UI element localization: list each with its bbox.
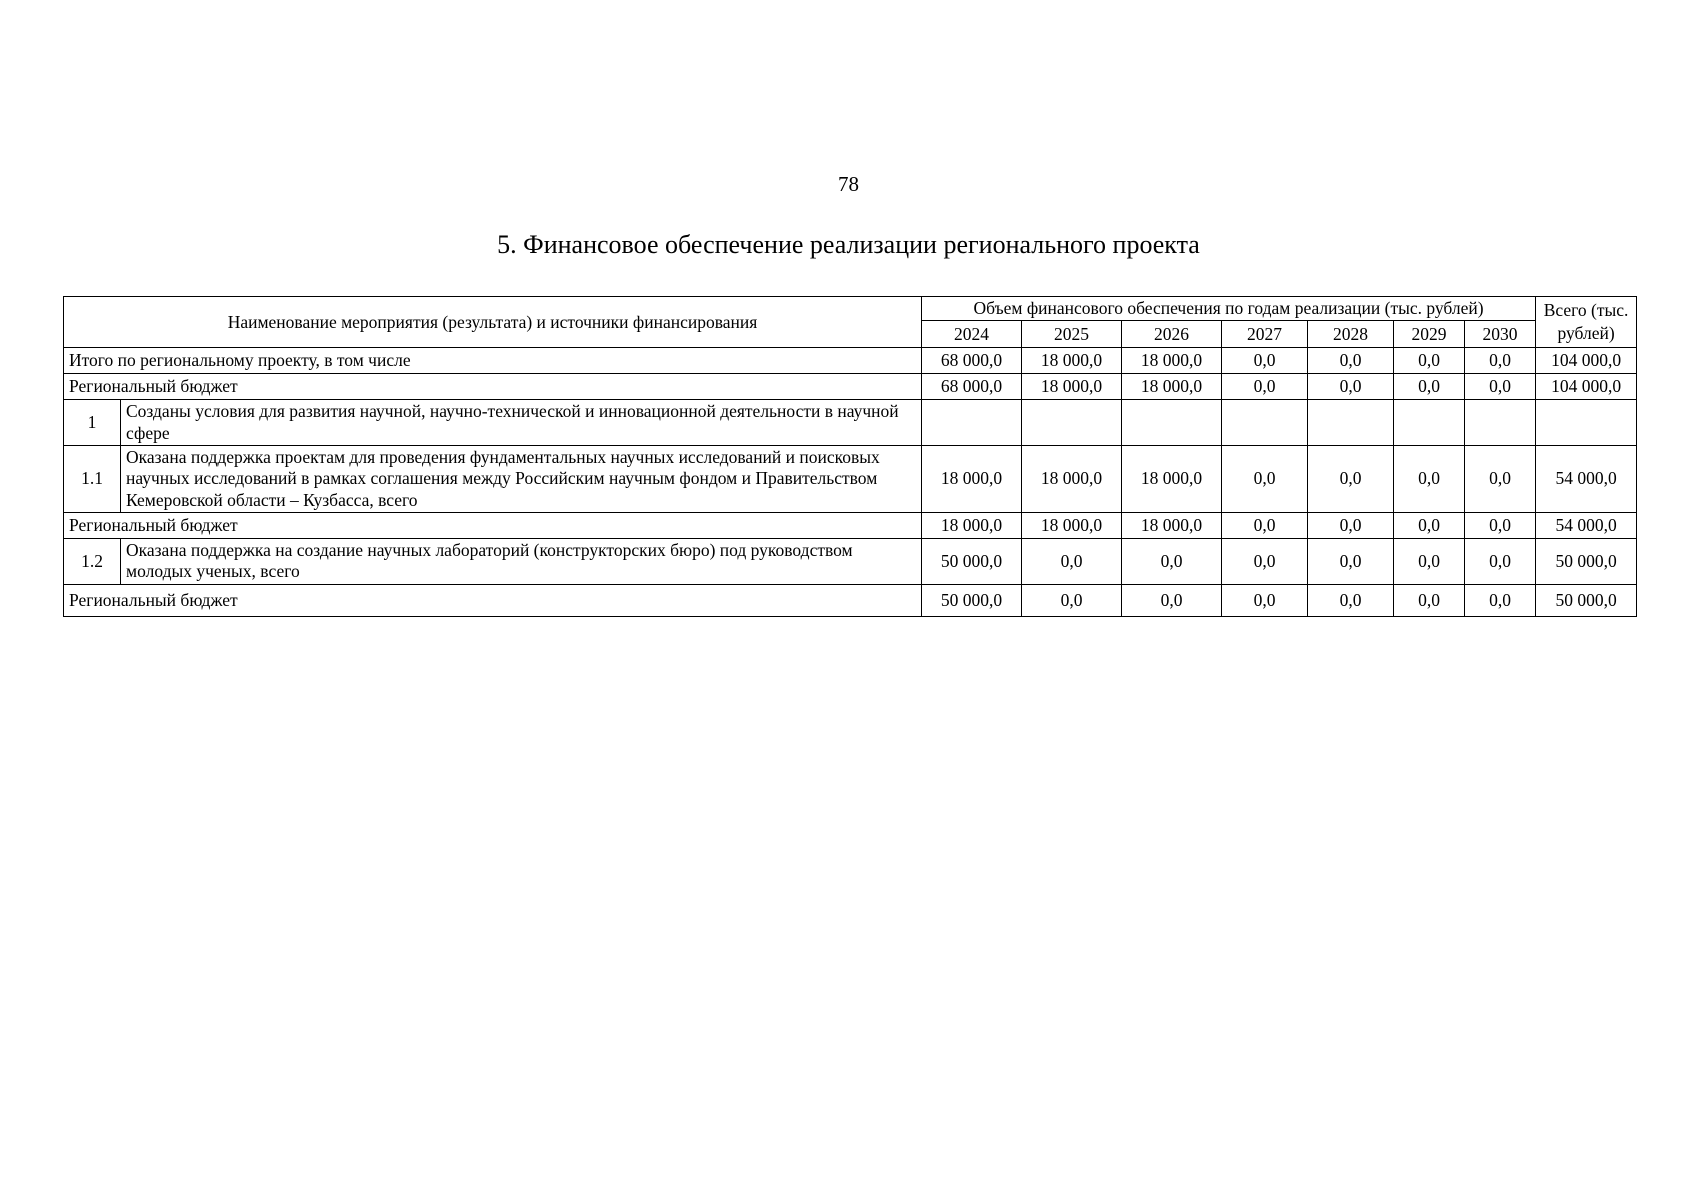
year-header: 2024 (922, 321, 1022, 348)
total-cell: 54 000,0 (1536, 446, 1637, 513)
value-cell: 0,0 (1308, 348, 1394, 374)
empty-cell (1536, 400, 1637, 446)
value-cell: 0,0 (1465, 446, 1536, 513)
row-label: Оказана поддержка на создание научных лабораторий (конструкторских бюро) под руководством молодых ученых, всего (121, 539, 922, 585)
total-cell: 104 000,0 (1536, 348, 1637, 374)
value-cell: 0,0 (1222, 348, 1308, 374)
empty-cell (922, 400, 1022, 446)
value-cell: 18 000,0 (1022, 348, 1122, 374)
value-cell: 0,0 (1308, 539, 1394, 585)
value-cell: 0,0 (1465, 539, 1536, 585)
value-cell: 50 000,0 (922, 539, 1022, 585)
header-name: Наименование мероприятия (результата) и источники финансирования (64, 297, 922, 348)
value-cell: 0,0 (1222, 446, 1308, 513)
empty-cell (1222, 400, 1308, 446)
value-cell: 0,0 (1394, 584, 1465, 616)
total-cell: 50 000,0 (1536, 539, 1637, 585)
value-cell: 18 000,0 (1022, 374, 1122, 400)
value-cell: 0,0 (1394, 539, 1465, 585)
value-cell: 0,0 (1122, 584, 1222, 616)
financing-table (63, 296, 1637, 617)
value-cell: 0,0 (1394, 374, 1465, 400)
page-number: 78 (838, 172, 859, 196)
value-cell: 0,0 (1394, 446, 1465, 513)
value-cell: 18 000,0 (1122, 513, 1222, 539)
value-cell: 18 000,0 (922, 446, 1022, 513)
empty-cell (1465, 400, 1536, 446)
table-row-item-1-1-budget (64, 513, 1637, 539)
value-cell: 0,0 (1465, 584, 1536, 616)
section-title: 5. Финансовое обеспечение реализации регионального проекта (497, 230, 1200, 259)
value-cell: 68 000,0 (922, 374, 1022, 400)
row-label: Оказана поддержка проектам для проведения фундаментальных научных исследований и поисковых научных исследований в рамках соглашения между Российским научным фондом и Правительством Кемеровской области – Кузбасса, всего (121, 446, 922, 513)
year-header: 2026 (1122, 321, 1222, 348)
value-cell: 0,0 (1394, 513, 1465, 539)
table-row-total (64, 348, 1637, 374)
table-row-total-budget (64, 374, 1637, 400)
row-label: Региональный бюджет (64, 374, 922, 400)
value-cell: 0,0 (1308, 374, 1394, 400)
value-cell: 0,0 (1308, 446, 1394, 513)
table-row-item-1-2-budget (64, 584, 1637, 616)
total-cell: 104 000,0 (1536, 374, 1637, 400)
year-header: 2030 (1465, 321, 1536, 348)
value-cell: 0,0 (1222, 584, 1308, 616)
row-label: Региональный бюджет (64, 584, 922, 616)
value-cell: 0,0 (1308, 513, 1394, 539)
row-label: Созданы условия для развития научной, научно-технической и инновационной деятельности в научной сфере (121, 400, 922, 446)
table-row-item-1-2 (64, 539, 1637, 585)
table-row-item-1 (64, 400, 1637, 446)
year-header: 2025 (1022, 321, 1122, 348)
year-header: 2029 (1394, 321, 1465, 348)
header-volume: Объем финансового обеспечения по годам реализации (тыс. рублей) (922, 297, 1536, 321)
empty-cell (1394, 400, 1465, 446)
value-cell: 18 000,0 (922, 513, 1022, 539)
value-cell: 18 000,0 (1122, 446, 1222, 513)
value-cell: 18 000,0 (1022, 446, 1122, 513)
row-index: 1 (64, 400, 121, 446)
value-cell: 0,0 (1308, 584, 1394, 616)
value-cell: 0,0 (1022, 539, 1122, 585)
total-cell: 54 000,0 (1536, 513, 1637, 539)
empty-cell (1022, 400, 1122, 446)
value-cell: 0,0 (1222, 513, 1308, 539)
row-index: 1.2 (64, 539, 121, 585)
total-cell: 50 000,0 (1536, 584, 1637, 616)
value-cell: 18 000,0 (1122, 374, 1222, 400)
row-label: Итого по региональному проекту, в том числе (64, 348, 922, 374)
table-row-item-1-1 (64, 446, 1637, 513)
value-cell: 0,0 (1465, 513, 1536, 539)
year-header: 2028 (1308, 321, 1394, 348)
row-index: 1.1 (64, 446, 121, 513)
value-cell: 18 000,0 (1122, 348, 1222, 374)
row-label: Региональный бюджет (64, 513, 922, 539)
value-cell: 0,0 (1222, 539, 1308, 585)
empty-cell (1122, 400, 1222, 446)
value-cell: 68 000,0 (922, 348, 1022, 374)
value-cell: 0,0 (1394, 348, 1465, 374)
empty-cell (1308, 400, 1394, 446)
value-cell: 50 000,0 (922, 584, 1022, 616)
value-cell: 0,0 (1465, 374, 1536, 400)
value-cell: 0,0 (1465, 348, 1536, 374)
header-row (64, 297, 1637, 321)
header-total: Всего (тыс. рублей) (1536, 297, 1637, 348)
value-cell: 0,0 (1122, 539, 1222, 585)
value-cell: 0,0 (1022, 584, 1122, 616)
value-cell: 18 000,0 (1022, 513, 1122, 539)
value-cell: 0,0 (1222, 374, 1308, 400)
year-header: 2027 (1222, 321, 1308, 348)
